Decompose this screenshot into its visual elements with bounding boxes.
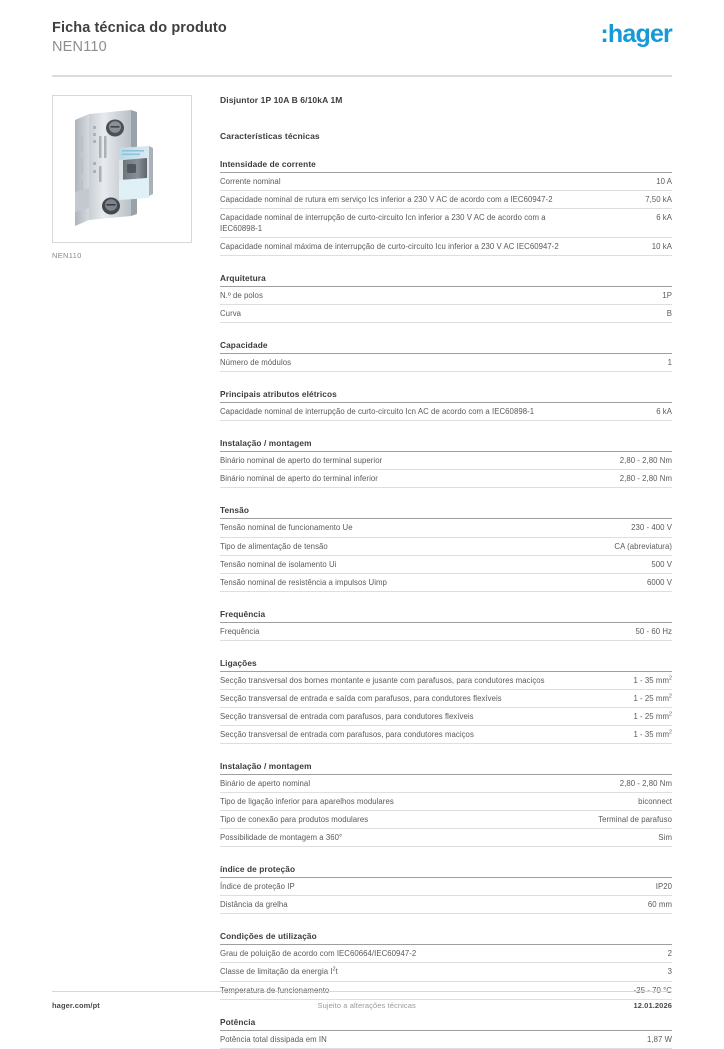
- spec-row-label: Tensão nominal de resistência a impulsos Uimp: [220, 577, 387, 587]
- spec-row: [220, 191, 672, 209]
- spec-row-label: Tipo de conexão para produtos modulares: [220, 815, 369, 825]
- spec-section-title: Arquitetura: [220, 273, 672, 287]
- product-reference-subtitle: NEN110: [52, 39, 107, 56]
- spec-row-value: CA (abreviatura): [614, 541, 672, 551]
- spec-row-value: 50 - 60 Hz: [635, 626, 672, 636]
- spec-row-value: 2,80 - 2,80 Nm: [619, 456, 672, 466]
- spec-row-value: 1 - 35 $mm^2$: [633, 675, 672, 685]
- spec-row-label: Secção transversal dos bornes montante e jusante com parafusos, para condutores maciços: [220, 675, 545, 685]
- spec-row: [220, 708, 672, 726]
- spec-section-title: Frequência: [220, 609, 672, 623]
- spec-row: [220, 287, 672, 305]
- specification-sections: [220, 159, 672, 1049]
- spec-row-value: 1P: [662, 291, 672, 301]
- spec-row-value: 1,87 W: [646, 1034, 672, 1044]
- product-name: Disjuntor 1P 10A B 6/10kA 1M: [220, 94, 343, 105]
- spec-row-label: Binário nominal de aperto do terminal inferior: [220, 474, 378, 484]
- spec-row-value: B: [666, 309, 672, 319]
- spec-row: [220, 354, 672, 372]
- spec-section: [220, 761, 672, 847]
- spec-row-value: biconnect: [638, 797, 672, 807]
- product-image-caption: NEN110: [52, 250, 82, 260]
- spec-row-value: 230 - 400 V: [631, 523, 672, 533]
- product-image-column: [52, 95, 202, 1049]
- spec-section: [220, 1017, 672, 1049]
- circuit-breaker-icon: [53, 96, 191, 242]
- spec-row: [220, 238, 672, 256]
- spec-row-value: 2: [667, 949, 672, 959]
- spec-section-title: Tensão: [220, 505, 672, 519]
- spec-section-title: Capacidade: [220, 340, 672, 354]
- spec-row-label: Capacidade nominal máxima de interrupção de curto-circuito Icu inferior a 230 V AC IEC60947-2: [220, 242, 559, 252]
- footer-website[interactable]: hager.com/pt: [52, 1001, 100, 1010]
- spec-row-value: 2,80 - 2,80 Nm: [619, 779, 672, 789]
- spec-row: [220, 829, 672, 847]
- spec-row-label: Classe de limitação da energia $I^2t$: [220, 966, 338, 977]
- spec-row: [220, 811, 672, 829]
- spec-row: [220, 690, 672, 708]
- spec-section-title: Intensidade de corrente: [220, 159, 672, 173]
- spec-section: [220, 609, 672, 641]
- spec-section-title: Instalação / montagem: [220, 761, 672, 775]
- spec-row-label: Potência total dissipada em IN: [220, 1034, 327, 1044]
- spec-row-label: Tensão nominal de funcionamento Ue: [220, 523, 353, 533]
- spec-row-value: 1 - 25 $mm^2$: [633, 711, 672, 721]
- spec-row: [220, 519, 672, 537]
- logo-wordmark: hager: [607, 20, 672, 48]
- spec-row-label: Binário de aperto nominal: [220, 779, 311, 789]
- spec-row-value: 7,50 kA: [645, 194, 672, 204]
- spec-row: [220, 672, 672, 690]
- spec-row-label: Secção transversal de entrada com parafusos, para condutores maciços: [220, 729, 474, 739]
- spec-row-value: 1 - 35 $mm^2$: [633, 729, 672, 739]
- spec-row-label: Capacidade nominal de rutura em serviço Ics inferior a 230 V AC de acordo com a IEC60947-2: [220, 194, 553, 204]
- spec-section: [220, 505, 672, 591]
- page-content: [52, 95, 672, 1049]
- spec-section-title: índice de proteção: [220, 864, 672, 878]
- page-header: [52, 0, 672, 57]
- spec-row-label: Secção transversal de entrada com parafusos, para condutores flexíveis: [220, 711, 474, 721]
- specifications-column: [202, 95, 672, 1049]
- spec-row-value: 10 A: [656, 176, 672, 186]
- spec-row: [220, 574, 672, 592]
- spec-row: [220, 305, 672, 323]
- spec-row-label: Binário nominal de aperto do terminal superior: [220, 456, 383, 466]
- spec-row-value: 6000 V: [646, 577, 672, 587]
- title-block: [52, 20, 227, 57]
- spec-row: [220, 556, 672, 574]
- spec-row-value: 1: [667, 358, 672, 368]
- spec-section-title: Condições de utilização: [220, 931, 672, 945]
- spec-row-label: Frequência: [220, 626, 260, 636]
- spec-row-label: N.º de polos: [220, 291, 263, 301]
- spec-section: [220, 658, 672, 744]
- footer-content: [52, 992, 672, 1010]
- spec-section-title: Potência: [220, 1017, 672, 1031]
- spec-row-label: Distância da grelha: [220, 900, 288, 910]
- spec-row-label: Tensão nominal de isolamento Ui: [220, 559, 337, 569]
- spec-section: [220, 864, 672, 914]
- product-image-frame: [52, 95, 192, 243]
- spec-row-label: Capacidade nominal de interrupção de curto-circuito Icn inferior a 230 V AC de acordo com a IEC60898-1: [220, 212, 546, 233]
- spec-row-value: 6 kA: [656, 407, 672, 417]
- spec-row-value: 60 mm: [647, 900, 672, 910]
- spec-row-value: Terminal de parafuso: [598, 815, 672, 825]
- page-title: Ficha técnica do produto: [52, 20, 227, 36]
- spec-row: [220, 209, 672, 238]
- spec-row-value: 500 V: [651, 559, 672, 569]
- spec-row: [220, 775, 672, 793]
- spec-row-label: Tipo de alimentação de tensão: [220, 541, 328, 551]
- spec-row-label: Índice de proteção IP: [220, 882, 295, 892]
- spec-row: [220, 1031, 672, 1049]
- specifications-heading: Características técnicas: [220, 130, 320, 141]
- footer-date: 12.01.2026: [633, 1001, 672, 1010]
- spec-section: [220, 273, 672, 323]
- spec-row: [220, 452, 672, 470]
- spec-section-title: Instalação / montagem: [220, 438, 672, 452]
- spec-row: [220, 945, 672, 963]
- page-footer: [52, 991, 672, 1010]
- spec-row-label: Corrente nominal: [220, 176, 281, 186]
- spec-row: [220, 173, 672, 191]
- spec-row-label: Número de módulos: [220, 358, 292, 368]
- spec-row-value: 1 - 25 $mm^2$: [633, 693, 672, 703]
- spec-row-value: Sim: [658, 833, 672, 843]
- hager-logo: [600, 20, 672, 47]
- spec-row-label: Curva: [220, 309, 242, 319]
- spec-row-label: Grau de poluição de acordo com IEC60664/IEC60947-2: [220, 949, 417, 959]
- spec-row: [220, 878, 672, 896]
- spec-row: [220, 896, 672, 914]
- spec-section-title: Principais atributos elétricos: [220, 389, 672, 403]
- spec-section-title: Ligações: [220, 658, 672, 672]
- spec-section: [220, 159, 672, 256]
- spec-row: [220, 963, 672, 981]
- spec-row-value: 10 kA: [651, 242, 672, 252]
- spec-row: [220, 726, 672, 744]
- spec-row: [220, 623, 672, 641]
- spec-row: [220, 470, 672, 488]
- spec-row-value: 6 kA: [656, 212, 672, 222]
- spec-row-label: Possibilidade de montagem a 360°: [220, 833, 343, 843]
- header-divider: [52, 75, 672, 77]
- spec-row-label: Secção transversal de entrada e saída com parafusos, para condutores flexíveis: [220, 693, 502, 703]
- spec-section: [220, 438, 672, 488]
- spec-row-label: Tipo de ligação inferior para aparelhos modulares: [220, 797, 394, 807]
- spec-section: [220, 389, 672, 421]
- spec-row-value: IP20: [655, 882, 672, 892]
- spec-row: [220, 403, 672, 421]
- spec-row-value: 2,80 - 2,80 Nm: [619, 474, 672, 484]
- logo-colon-mark: :: [600, 20, 608, 48]
- spec-row: [220, 793, 672, 811]
- spec-section: [220, 340, 672, 372]
- spec-row-label: Capacidade nominal de interrupção de curto-circuito Icn AC de acordo com a IEC60898-1: [220, 407, 535, 417]
- spec-row: [220, 538, 672, 556]
- footer-disclaimer: Sujeito a alterações técnicas: [317, 1001, 416, 1010]
- spec-row-value: 3: [667, 967, 672, 977]
- spec-section: [220, 931, 672, 999]
